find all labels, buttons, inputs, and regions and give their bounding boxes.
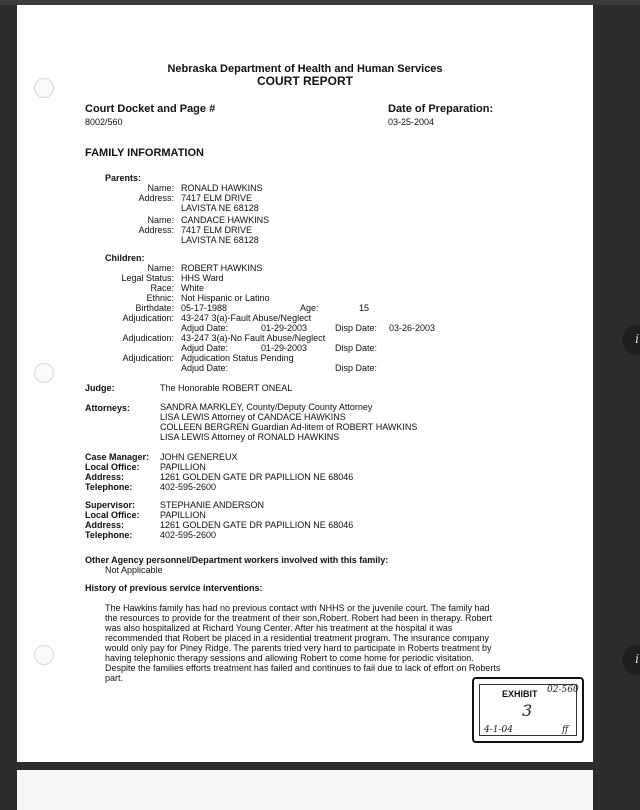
parent2-address-line2: LAVISTA NE 68128 xyxy=(181,235,259,245)
cm-address-label: Address: xyxy=(85,472,125,482)
history-line: part. xyxy=(105,673,124,683)
supervisor-label: Supervisor: xyxy=(85,500,136,510)
attorney-line: SANDRA MARKLEY, County/Deputy County Attorney xyxy=(160,402,373,412)
cm-office-label: Local Office: xyxy=(85,462,140,472)
other-agency-heading: Other Agency personnel/Department workers involved with this family: xyxy=(85,555,389,565)
attorney-line: COLLEEN BERGREN Guardian Ad-litem of ROBERT HAWKINS xyxy=(160,422,418,432)
document-page xyxy=(17,5,593,762)
judge-name: The Honorable ROBERT ONEAL xyxy=(160,383,293,393)
parent2-address-label: Address: xyxy=(138,225,174,235)
history-line: recommended that Robert be placed in a residential treatment program. The insurance company xyxy=(105,633,490,643)
history-heading: History of previous service interventions: xyxy=(85,583,263,593)
adjudication-label: Adjudication: xyxy=(122,313,174,323)
adjud-date-label: Adjud Date: xyxy=(181,343,229,353)
adjud-date-label: Adjud Date: xyxy=(181,363,229,373)
adjudication-3: Adjudication Status Pending xyxy=(181,353,294,363)
report-title: COURT REPORT xyxy=(257,74,353,88)
birthdate: 05-17-1988 xyxy=(181,303,228,313)
children-heading: Children: xyxy=(105,253,145,263)
cm-office: PAPILLION xyxy=(160,462,206,472)
adjud-date-label: Adjud Date: xyxy=(181,323,229,333)
sup-address: 1261 GOLDEN GATE DR PAPILLION NE 68046 xyxy=(160,520,354,530)
adjudication-label: Adjudication: xyxy=(122,333,174,343)
attorney-line: LISA LEWIS Attorney of RONALD HAWKINS xyxy=(160,432,340,442)
history-line: The Hawkins family has had no previous contact with NHHS or the juvenile court. The family had xyxy=(105,603,490,613)
parent1-name-label: Name: xyxy=(147,183,174,193)
sup-office-label: Local Office: xyxy=(85,510,140,520)
family-info-heading: FAMILY INFORMATION xyxy=(85,147,204,159)
disp-date-label: Disp Date: xyxy=(335,363,378,373)
agency-name: Nebraska Department of Health and Human Services xyxy=(167,63,443,75)
parents-heading: Parents: xyxy=(105,173,142,183)
exhibit-stamp xyxy=(472,677,584,743)
ethnic-label: Ethnic: xyxy=(146,293,174,303)
exhibit-case-number: 02-560 xyxy=(547,685,579,695)
other-agency-value: Not Applicable xyxy=(105,565,163,575)
parent2-address-line1: 7417 ELM DRIVE xyxy=(181,225,253,235)
info-button-icon[interactable]: i xyxy=(622,325,640,355)
cm-telephone: 402-595-2600 xyxy=(160,482,217,492)
history-line: was also hospitalized at Richard Young Center. After his treatment at the hospital it was xyxy=(105,623,453,633)
attorneys-label: Attorneys: xyxy=(85,403,131,413)
sup-telephone: 402-595-2600 xyxy=(160,530,217,540)
sup-office: PAPILLION xyxy=(160,510,206,520)
exhibit-initials: ff xyxy=(562,725,569,735)
supervisor-name: STEPHANIE ANDERSON xyxy=(160,500,265,510)
race-label: Race: xyxy=(150,283,174,293)
child-name-label: Name: xyxy=(147,263,174,273)
prep-date-label: Date of Preparation: xyxy=(388,103,494,115)
disp-date-1: 03-26-2003 xyxy=(389,323,436,333)
next-page xyxy=(17,770,593,810)
history-line: having telephonic therapy sessions and allowing Robert to come home for periodic visitation. xyxy=(105,653,474,663)
history-line: Despite the families efforts treatment has failed and continues to fail due to lack of effort on Roberts xyxy=(105,663,501,673)
legal-status-label: Legal Status: xyxy=(121,273,174,283)
adjudication-1: 43-247 3(a)-Fault Abuse/Neglect xyxy=(181,313,312,323)
judge-label: Judge: xyxy=(85,383,115,393)
docket-label: Court Docket and Page # xyxy=(85,103,216,115)
birthdate-label: Birthdate: xyxy=(135,303,174,313)
child-name: ROBERT HAWKINS xyxy=(181,263,263,273)
parent2-name-label: Name: xyxy=(147,215,174,225)
adjud-date-1: 01-29-2003 xyxy=(261,323,308,333)
age-label: Age: xyxy=(300,303,319,313)
parent1-name: RONALD HAWKINS xyxy=(181,183,263,193)
case-manager-name: JOHN GENEREUX xyxy=(160,452,238,462)
history-line: the resources to provide for the treatment of their son,Robert. Robert had been in therapy. Robert xyxy=(105,613,493,623)
parent1-address-line2: LAVISTA NE 68128 xyxy=(181,203,259,213)
case-manager-label: Case Manager: xyxy=(85,452,150,462)
disp-date-label: Disp Date: xyxy=(335,343,378,353)
parent1-address-line1: 7417 ELM DRIVE xyxy=(181,193,253,203)
cm-address: 1261 GOLDEN GATE DR PAPILLION NE 68046 xyxy=(160,472,354,482)
prep-date-value: 03-25-2004 xyxy=(388,117,435,127)
history-line: would only pay for Piney Ridge. The parents tried very hard to participate in Roberts treatment by xyxy=(105,643,492,653)
attorney-line: LISA LEWIS Attorney of CANDACE HAWKINS xyxy=(160,412,346,422)
docket-value: 8002/560 xyxy=(85,117,123,127)
punch-hole xyxy=(34,645,54,665)
parent1-address-label: Address: xyxy=(138,193,174,203)
exhibit-label: EXHIBIT xyxy=(502,689,538,699)
parent2-name: CANDACE HAWKINS xyxy=(181,215,270,225)
exhibit-number: 3 xyxy=(522,701,533,720)
disp-date-label: Disp Date: xyxy=(335,323,378,333)
info-button-icon[interactable]: i xyxy=(622,645,640,675)
exhibit-date: 4-1-04 xyxy=(484,725,513,735)
cm-telephone-label: Telephone: xyxy=(85,482,133,492)
punch-hole xyxy=(34,363,54,383)
ethnic: Not Hispanic or Latino xyxy=(181,293,270,303)
sup-telephone-label: Telephone: xyxy=(85,530,133,540)
adjudication-2: 43-247 3(a)-No Fault Abuse/Neglect xyxy=(181,333,326,343)
sup-address-label: Address: xyxy=(85,520,125,530)
age: 15 xyxy=(359,303,370,313)
adjud-date-2: 01-29-2003 xyxy=(261,343,308,353)
adjudication-label: Adjudication: xyxy=(122,353,174,363)
race: White xyxy=(181,283,205,293)
legal-status: HHS Ward xyxy=(181,273,224,283)
